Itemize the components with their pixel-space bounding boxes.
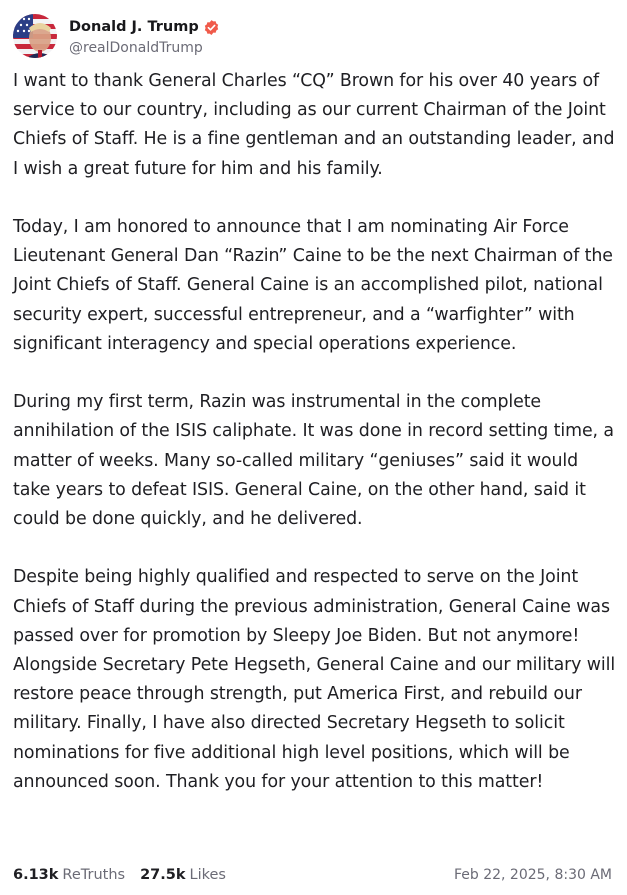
avatar[interactable] xyxy=(13,14,57,58)
name-row xyxy=(69,16,220,38)
post-paragraph: I want to thank General Charles “CQ” Brown for his over 40 years of service to our country, including as our current Chairman of the Joint Chiefs of Staff. He is a fine gentleman and an outstanding leader, and I wish a great future for him and his family. xyxy=(13,71,615,179)
verified-badge-icon xyxy=(203,19,220,36)
post-timestamp[interactable]: Feb 22, 2025, 8:30 AM xyxy=(453,867,612,883)
likes-stat[interactable] xyxy=(140,867,226,883)
post-paragraph: During my first term, Razin was instrumental in the complete annihilation of the ISIS caliphate. It was done in record setting time, a matter of weeks. Many so-called military “geniuses” said it would take years to defeat ISIS. General Caine, on the other hand, said it could be done quickly, and he delivered. xyxy=(13,392,614,530)
author-identity xyxy=(69,16,220,56)
likes-count: 27.5k xyxy=(140,867,186,883)
author-display-name[interactable]: Donald J. Trump xyxy=(69,19,199,35)
post-paragraph: Today, I am honored to announce that I am nominating Air Force Lieutenant General Dan “Razin” Caine to be the next Chairman of the Joint Chiefs of Staff. General Caine is an accomplished pilot, national security expert, successful entrepreneur, and a “warfighter” with significant interagency and special operations experience. xyxy=(13,217,613,354)
retruths-count: 6.13k xyxy=(13,867,59,883)
author-handle[interactable]: @realDonaldTrump xyxy=(69,40,203,56)
post-body xyxy=(13,67,619,797)
post-paragraph: Despite being highly qualified and respected to serve on the Joint Chiefs of Staff during the previous administration, General Caine was passed over for promotion by Sleepy Joe Biden. But not anymore! Alongside Secretary Pete Hegseth, General Caine and our military will restore peace through strength, put America First, and rebuild our military. Finally, I have also directed Secretary Hegseth to solicit nominations for five additional high level positions, which will be announced soon. Thank you for your attention to this matter! xyxy=(13,567,616,792)
retruths-stat[interactable] xyxy=(13,867,125,883)
retruths-label: ReTruths xyxy=(62,867,126,883)
post-header xyxy=(13,12,220,60)
post-footer xyxy=(13,864,612,886)
likes-label: Likes xyxy=(189,867,226,883)
avatar-flag-portrait-icon xyxy=(13,14,57,58)
